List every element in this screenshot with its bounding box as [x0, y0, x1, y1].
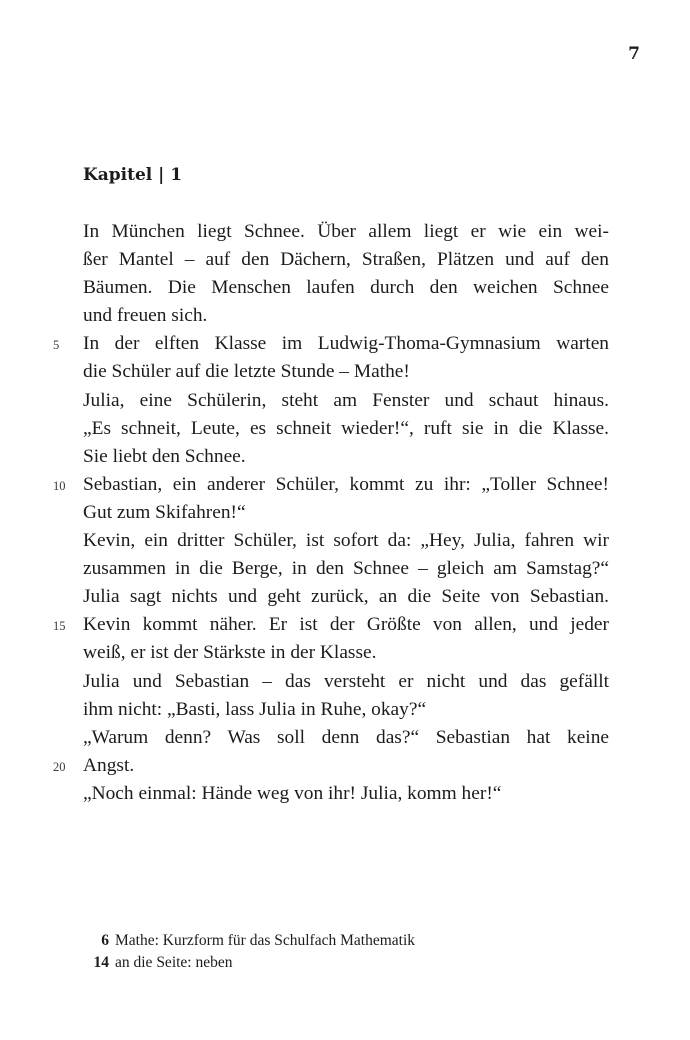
chapter-title: Kapitel | 1	[83, 165, 183, 185]
line-number: 10	[53, 478, 66, 493]
text-line: Julia und Sebastian – das versteht er nicht und das gefällt	[83, 670, 609, 692]
body-text	[53, 218, 609, 808]
text-line: 10 Sebastian, ein anderer Schüler, kommt zu ihr: „Toller Schnee!	[83, 471, 609, 499]
text-line: 5 In der elften Klasse im Ludwig-Thoma-Gymnasium warten	[83, 330, 609, 358]
footnote-ref: 14	[93, 954, 109, 971]
text-line: „Es schneit, Leute, es schneit wieder!“, ruft sie in die Klasse.	[83, 417, 609, 439]
text-line: Kevin, ein dritter Schüler, ist sofort da: „Hey, Julia, fahren wir	[83, 530, 609, 552]
line-number: 20	[53, 759, 66, 774]
text-line: „Warum denn? Was soll denn das?“ Sebastian hat keine	[83, 726, 609, 748]
footnote-text: an die Seite: neben	[115, 954, 233, 971]
text-line: „Noch einmal: Hände weg von ihr! Julia, komm her!“	[83, 782, 502, 804]
text-line: die Schüler auf die letzte Stunde – Mathe!	[83, 361, 410, 383]
text-line: ßer Mantel – auf den Dächern, Straßen, Plätzen und auf den	[83, 249, 609, 271]
footnote	[83, 930, 415, 952]
footnote-text: Mathe: Kurzform für das Schulfach Mathematik	[115, 932, 416, 949]
text-line: In München liegt Schnee. Über allem liegt er wie ein wei-	[83, 221, 609, 242]
line-number: 15	[53, 619, 66, 634]
text-line: 15 Kevin kommt näher. Er ist der Größte von allen, und jeder	[83, 611, 609, 639]
text-line: und freuen sich.	[83, 305, 208, 327]
text-line: Julia, eine Schülerin, steht am Fenster und schaut hinaus.	[83, 389, 609, 411]
text-line: Bäumen. Die Menschen laufen durch den weichen Schnee	[83, 277, 609, 299]
line-number: 5	[53, 338, 60, 353]
text-line: weiß, er ist der Stärkste in der Klasse.	[83, 642, 377, 664]
footnote-ref: 6	[101, 932, 109, 949]
text-line: zusammen in die Berge, in den Schnee – gleich am Samstag?“	[83, 558, 609, 580]
text-line: Julia sagt nichts und geht zurück, an die Seite von Sebastian.	[83, 586, 609, 608]
text-line: 20 Angst.	[83, 752, 609, 780]
page-number: 7	[628, 44, 640, 64]
text-line: ihm nicht: „Basti, lass Julia in Ruhe, okay?“	[83, 698, 427, 720]
text-line: Gut zum Skifahren!“	[83, 501, 246, 523]
footnote	[83, 952, 415, 974]
footnotes	[83, 930, 415, 974]
text-line: Sie liebt den Schnee.	[83, 445, 246, 467]
